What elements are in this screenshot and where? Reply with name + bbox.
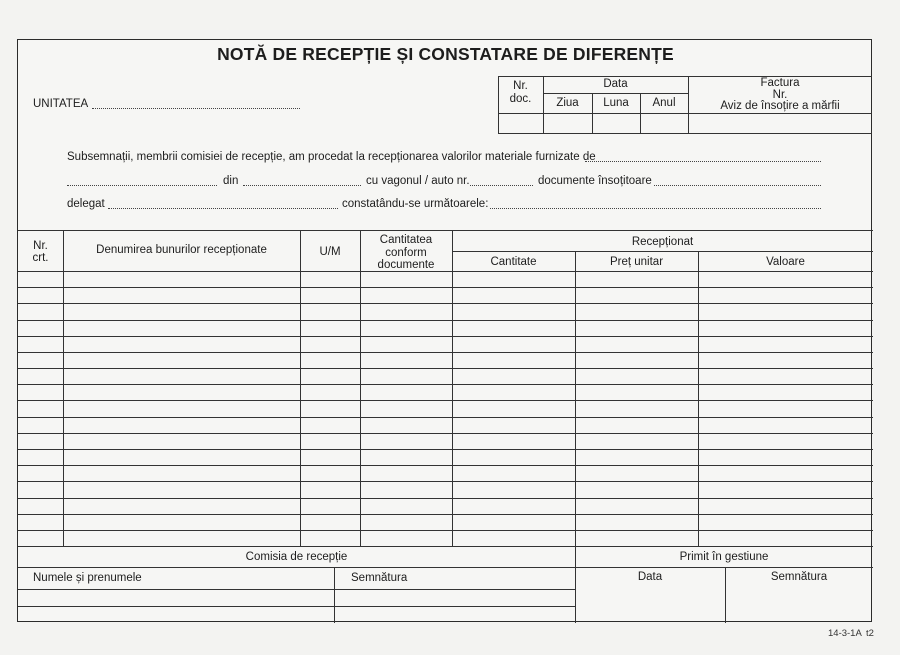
semnatura-gestiune-field[interactable] — [725, 589, 873, 623]
vagon-field[interactable] — [470, 185, 533, 186]
luna-label: Luna — [603, 97, 629, 109]
table-row[interactable] — [18, 384, 873, 385]
comisia-label: Comisia de recepție — [245, 551, 348, 563]
nume-field[interactable] — [18, 589, 334, 623]
table-row[interactable] — [18, 368, 873, 369]
furnizor-field[interactable] — [585, 161, 821, 162]
statement-line1: Subsemnații, membrii comisiei de recepție, am procedat la recepționarea valorilor materiale furnizate de — [67, 151, 596, 163]
ziua-label: Ziua — [556, 97, 579, 109]
nume-label: Numele și prenumele — [33, 572, 142, 584]
table-row[interactable] — [18, 417, 873, 418]
data-primire-field[interactable] — [575, 589, 725, 623]
table-row[interactable] — [18, 287, 873, 288]
table-row[interactable] — [18, 336, 873, 337]
form-code: 14-3-1A — [828, 628, 862, 639]
semnatura-label: Semnătura — [351, 572, 408, 584]
table-row[interactable] — [18, 530, 873, 531]
data-primire-label: Data — [637, 571, 663, 583]
aviz-label: Aviz de însoțire a mărfii — [720, 100, 840, 112]
din-field[interactable] — [243, 185, 361, 186]
valoare-label: Valoare — [766, 256, 805, 268]
form-title: NOTĂ DE RECEPȚIE ȘI CONSTATARE DE DIFERENȚE — [217, 44, 674, 64]
table-row[interactable] — [18, 514, 873, 515]
pret-unitar-label: Preț unitar — [609, 256, 664, 268]
table-row[interactable] — [18, 400, 873, 401]
table-row[interactable] — [18, 481, 873, 482]
documente-field[interactable] — [654, 185, 821, 186]
form-code-suffix: t2 — [866, 628, 874, 639]
anul-label: Anul — [652, 97, 676, 109]
constatari-field[interactable] — [490, 208, 821, 209]
table-row[interactable] — [18, 465, 873, 466]
nr-doc-label: Nr. doc. — [509, 80, 532, 105]
form-frame — [17, 39, 872, 622]
cantitate-label: Cantitate — [490, 256, 537, 268]
delegat-label: delegat — [67, 198, 105, 210]
cantitatea-conform-label: Cantitatea conform documente — [377, 234, 435, 271]
furnizor-field-cont[interactable] — [67, 185, 217, 186]
denumire-label: Denumirea bunurilor recepționate — [96, 244, 267, 256]
factura-nr-label: Nr. — [772, 89, 788, 101]
delegat-field[interactable] — [108, 208, 338, 209]
primit-label: Primit în gestiune — [679, 551, 769, 563]
vagon-label: cu vagonul / auto nr. — [366, 175, 470, 187]
table-row[interactable] — [18, 433, 873, 434]
data-label: Data — [603, 78, 628, 90]
nr-crt-label: Nr. crt. — [32, 240, 49, 264]
table-row[interactable] — [18, 352, 873, 353]
table-row[interactable] — [18, 498, 873, 499]
constatand-label: constatându-se următoarele: — [342, 198, 489, 210]
din-label: din — [223, 175, 239, 187]
receptionat-label: Recepționat — [631, 236, 694, 248]
semnatura-field[interactable] — [334, 589, 575, 623]
documente-label: documente însoțitoare — [538, 175, 652, 187]
table-row[interactable] — [18, 303, 873, 304]
um-label: U/M — [319, 246, 341, 258]
table-row[interactable] — [18, 449, 873, 450]
main-table-top — [18, 230, 873, 231]
factura-label: Factura — [760, 77, 800, 89]
unitatea-field[interactable] — [92, 108, 300, 109]
table-row[interactable] — [18, 320, 873, 321]
semnatura-gestiune-label: Semnătura — [770, 571, 828, 583]
unitatea-label: UNITATEA — [33, 98, 89, 110]
